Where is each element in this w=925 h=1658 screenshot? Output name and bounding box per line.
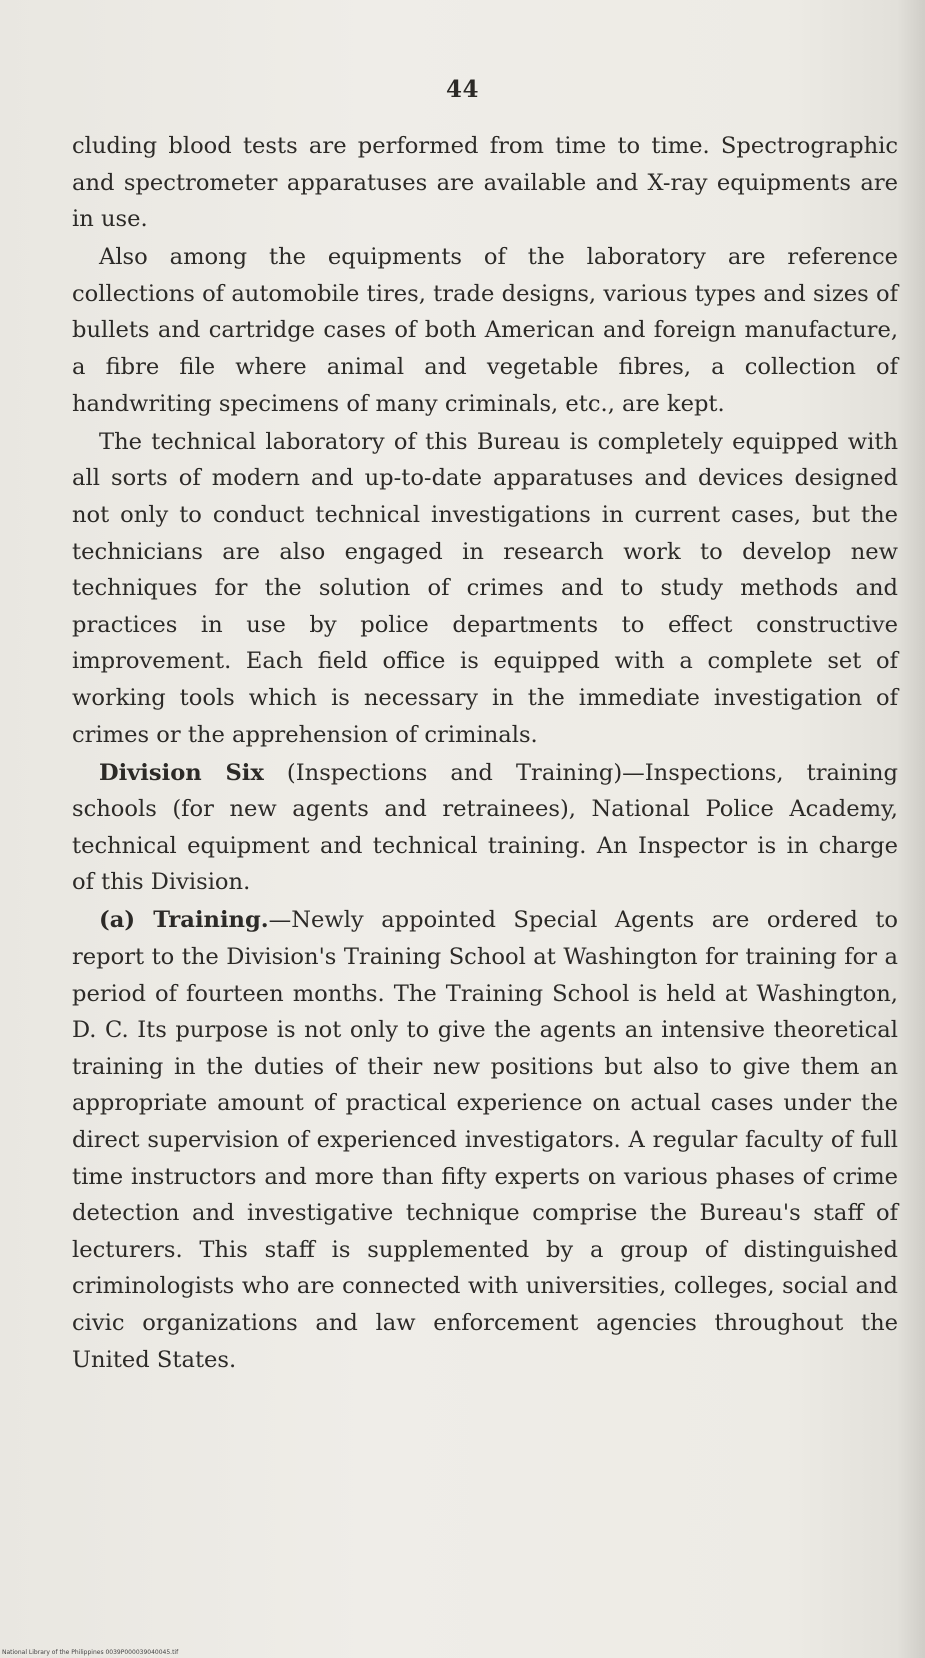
paragraph-text: —Newly appointed Special Agents are ordered to report to the Division's Training School at Washington for training for a period of fourteen months. The Training School is held at Washington, D. C. Its purpose is not only to give the agents an intensive theoretical training in the duties of their new positions but also to give them an appropriate amount of practical experience on actual cases under the direct supervision of experienced investigators. A regular faculty of full time instructors and more than fifty experts on various phases of crime detection and investigative technique comprise the Bureau's staff of lecturers. This staff is supplemented by a group of distinguished criminologists who are connected with universities, colleges, social and civic organizations and law enforcement agencies throughout the United States.	[72, 907, 898, 1373]
paragraph-text: The technical laboratory of this Bureau is completely equipped with all sorts of modern and up-to-date apparatuses and devices designed not only to conduct technical investigations in current cases, but the technicians are also engaged in research work to develop new techniques for the solution of crimes and to study methods and practices in use by police departments to effect constructive improvement. Each field office is equipped with a complete set of working tools which is necessary in the immediate investigation of crimes or the apprehension of criminals.	[72, 428, 898, 748]
scan-footer-caption: National Library of the Philippines 0039P000039040045.tif	[2, 1649, 179, 1656]
paragraph-text: Also among the equipments of the laboratory are reference collections of automobile tires, trade designs, various types and sizes of bullets and cartridge cases of both American and foreign manufacture, a fibre file where animal and vegetable fibres, a collection of handwriting specimens of many criminals, etc., are kept.	[72, 244, 898, 417]
paragraph-lab-tests	[72, 128, 898, 238]
paragraph-text: (Inspections and Training)—Inspections, training schools (for new agents and retrainees), National Police Academy, technical equipment and technical training. An Inspector is in charge of this Division.	[72, 759, 898, 896]
page-number: 44	[445, 76, 479, 103]
paragraph-lead: (a) Training.	[99, 907, 269, 934]
paragraph-reference-collections	[72, 239, 898, 422]
paragraph-division-six	[72, 755, 898, 901]
paragraph-technical-laboratory	[72, 424, 898, 753]
paragraph-text: cluding blood tests are performed from time to time. Spectrographic and spectrometer apparatuses are available and X-ray equipments are in use.	[72, 133, 898, 233]
paragraph-lead: Division Six	[99, 759, 264, 786]
body-text	[72, 128, 898, 1380]
paragraph-training	[72, 902, 898, 1378]
